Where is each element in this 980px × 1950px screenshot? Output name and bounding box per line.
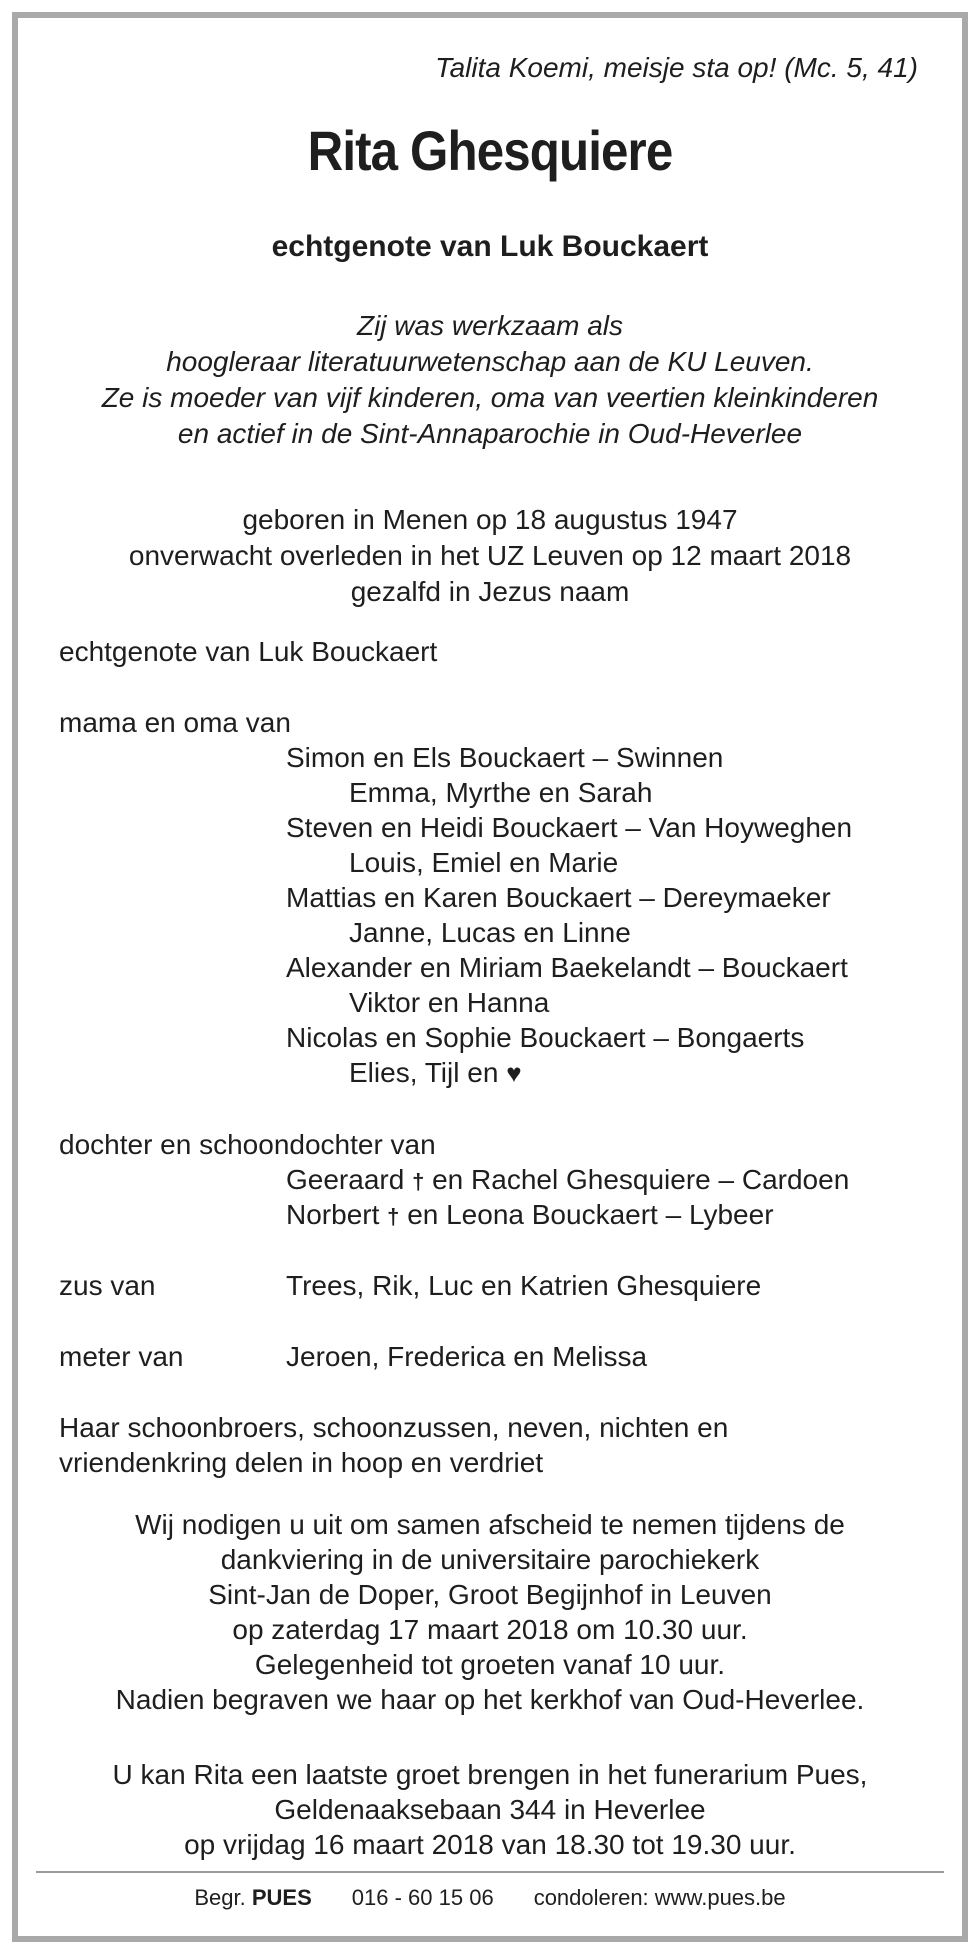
parents-row [286, 1197, 774, 1235]
family-parents: Simon en Els Bouckaert – Swinnen [286, 742, 724, 773]
godmother-value: Jeroen, Frederica en Melissa [286, 1341, 648, 1372]
footer [0, 1885, 980, 1911]
ceremony-line: op zaterdag 17 maart 2018 om 10.30 uur. [232, 1614, 748, 1645]
birth-line: geboren in Menen op 18 augustus 1947 [242, 504, 738, 535]
visitation-line: op vrijdag 16 maart 2018 van 18.30 tot 19.30 uur. [184, 1829, 796, 1860]
ceremony-line: Wij nodigen u uit om samen afscheid te nemen tijdens de [135, 1509, 845, 1540]
death-line: onverwacht overleden in het UZ Leuven op 12 maart 2018 [128, 540, 852, 571]
visitation-line: U kan Rita een laatste groet brengen in het funerarium Pues, [112, 1759, 868, 1790]
cross-icon: † [387, 1204, 400, 1229]
family-line: vriendenkring delen in hoop en verdriet [59, 1447, 544, 1478]
bio-line: hoogleraar literatuurwetenschap aan de KU Leuven. [166, 346, 814, 377]
children-label: mama en oma van [59, 707, 291, 738]
parent-rest: en Rachel Ghesquiere – Cardoen [432, 1164, 850, 1195]
family-grandchildren: Emma, Myrthe en Sarah [349, 777, 653, 808]
grandchildren-names: Elies, Tijl en [349, 1057, 499, 1088]
undertaker-name: PUES [251, 1885, 312, 1910]
family-parents: Alexander en Miriam Baekelandt – Bouckaert [286, 952, 848, 983]
parent-father: Geeraard [286, 1164, 405, 1195]
ceremony-line: Sint-Jan de Doper, Groot Begijnhof in Leuven [208, 1579, 772, 1610]
cross-icon: † [412, 1169, 425, 1194]
godmother-label: meter van [59, 1341, 184, 1372]
family-line: Haar schoonbroers, schoonzussen, neven, nichten en [59, 1412, 729, 1443]
family-grandchildren: Janne, Lucas en Linne [349, 917, 631, 948]
family-parents: Mattias en Karen Bouckaert – Dereymaeker [286, 882, 831, 913]
footer-divider [36, 1871, 944, 1873]
family-parents: Steven en Heidi Bouckaert – Van Hoyweghen [286, 812, 853, 843]
condolence-link: condoleren: www.pues.be [533, 1885, 786, 1910]
parents-row [286, 1162, 849, 1200]
parents-label: dochter en schoondochter van [59, 1129, 436, 1160]
deceased-name: Rita Ghesquiere [307, 119, 673, 182]
begr-label: Begr. [194, 1885, 246, 1910]
spouse-heading: echtgenote van Luk Bouckaert [271, 230, 709, 263]
siblings-label: zus van [59, 1270, 156, 1301]
ceremony-line: Gelegenheid tot groeten vanaf 10 uur. [254, 1649, 726, 1680]
family-grandchildren: Viktor en Hanna [349, 987, 550, 1018]
family-grandchildren-last [349, 1055, 522, 1092]
bio-line: en actief in de Sint-Annaparochie in Oud-Heverlee [177, 418, 803, 449]
anointed-line: gezalfd in Jezus naam [350, 576, 630, 607]
family-parents: Nicolas en Sophie Bouckaert – Bongaerts [286, 1022, 805, 1053]
bio-line: Ze is moeder van vijf kinderen, oma van veertien kleinkinderen [101, 382, 879, 413]
bio-line: Zij was werkzaam als [356, 310, 624, 341]
heart-icon: ♥ [506, 1058, 522, 1088]
ceremony-line: dankviering in de universitaire parochiekerk [220, 1544, 760, 1575]
siblings-value: Trees, Rik, Luc en Katrien Ghesquiere [286, 1270, 762, 1301]
spouse-line: echtgenote van Luk Bouckaert [59, 636, 438, 667]
undertaker-phone: 016 - 60 15 06 [351, 1885, 494, 1910]
parent-rest: en Leona Bouckaert – Lybeer [407, 1199, 774, 1230]
parent-father: Norbert [286, 1199, 380, 1230]
ceremony-line: Nadien begraven we haar op het kerkhof van Oud-Heverlee. [115, 1684, 865, 1715]
visitation-line: Geldenaaksebaan 344 in Heverlee [274, 1794, 706, 1825]
bible-quote: Talita Koemi, meisje sta op! (Mc. 5, 41) [435, 52, 918, 83]
family-grandchildren: Louis, Emiel en Marie [349, 847, 619, 878]
